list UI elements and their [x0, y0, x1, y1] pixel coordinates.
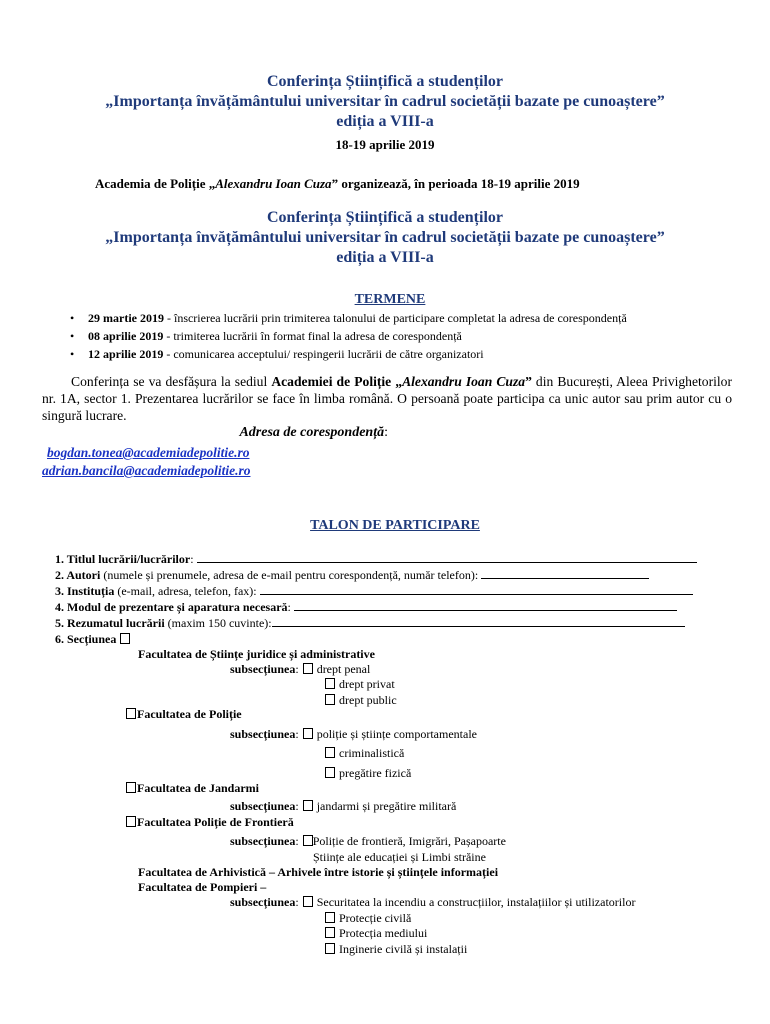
registration-form-heading: TALON DE PARTICIPARE [310, 518, 480, 533]
repeat-edition: ediția a VIII-a [336, 249, 434, 266]
subsection-row: subsecțiunea: jandarmi și pregătire militară [230, 799, 457, 813]
correspondence-label-text: Adresa de corespondență [239, 425, 385, 440]
option-drept-public: drept public [339, 693, 397, 707]
subsection-row [324, 926, 427, 941]
option-protectie-civila: Protecție civilă [339, 911, 412, 925]
form-field-presentation [55, 599, 677, 615]
field-label: 4. Modul de prezentare și aparatura necesară [55, 600, 288, 614]
option-criminalistica: criminalistică [339, 746, 405, 760]
conference-dates: 18-19 aprilie 2019 [335, 137, 435, 152]
field-hint: : [287, 600, 294, 614]
subsection-row: subsecțiunea: Poliție de frontieră, Imigrări, Pașapoarte [230, 834, 506, 848]
field-hint: (maxim 150 cuvinte): [164, 616, 272, 630]
email-link-adrian[interactable]: adrian.bancila@academiadepolitie.ro [42, 463, 251, 478]
checkbox[interactable] [303, 896, 313, 907]
checkbox[interactable] [325, 943, 335, 954]
repeat-title-block [0, 208, 770, 268]
option-frontiera: Poliție de frontieră, Imigrări, Pașapoarte [312, 834, 506, 848]
subsection-row [324, 746, 404, 761]
institution-input-line[interactable] [260, 583, 693, 595]
option-stiinte-educatiei: Științe ale educației și Limbi străine [313, 850, 486, 864]
organizer-prefix: Academia de Poliție „ [95, 176, 216, 191]
venue-academy: Academiei de Poliție „ [271, 374, 403, 389]
option-drept-privat: drept privat [339, 677, 395, 691]
deadline-text: - comunicarea acceptului/ respingerii lucrării de către organizatori [163, 347, 484, 361]
field-hint: : [190, 552, 194, 566]
subsection-label: subsecțiunea [230, 662, 296, 676]
organizer-suffix: ” organizează, în perioada 18-19 aprilie 2019 [331, 176, 580, 191]
checkbox[interactable] [303, 835, 313, 846]
subsection-row [313, 850, 486, 865]
checkbox[interactable] [325, 912, 335, 923]
title-input-line[interactable] [197, 551, 697, 563]
venue-quote: ” [525, 374, 532, 389]
option-drept-penal: drept penal [316, 662, 371, 676]
deadlines-heading: TERMENE [354, 292, 426, 307]
faculty-checkbox[interactable] [126, 816, 136, 827]
field-hint: (numele și prenumele, adresa de e-mail pentru corespondență, număr telefon): [100, 568, 482, 582]
option-politie-stiinte: poliție și științe comportamentale [316, 727, 477, 741]
subsection-row [324, 911, 411, 926]
checkbox[interactable] [303, 663, 313, 674]
checkbox[interactable] [303, 800, 313, 811]
option-jandarmi: jandarmi și pregătire militară [316, 799, 457, 813]
checkbox[interactable] [325, 678, 335, 689]
email-link-bogdan[interactable]: bogdan.tonea@academiadepolitie.ro [47, 445, 250, 460]
deadline-item [68, 309, 627, 327]
field-label: 3. Instituția [55, 584, 115, 598]
option-inginerie-civila: Inginerie civilă și instalații [339, 942, 468, 956]
subsection-row [324, 942, 467, 957]
field-label: 2. Autori [55, 568, 101, 582]
faculty-arhivistica: Facultatea de Arhivistică – Arhivele între istorie și științele informației [138, 865, 499, 879]
faculty-jandarmi-row [126, 781, 259, 796]
checkbox[interactable] [325, 767, 335, 778]
field-label: 6. Secțiunea [55, 632, 117, 646]
deadline-date: 12 aprilie 2019 [88, 347, 164, 361]
option-securitate-incendiu: Securitatea la incendiu a construcțiilor, instalațiilor și utilizatorilor [316, 895, 636, 909]
correspondence-colon: : [384, 425, 388, 440]
field-label: 1. Titlul lucrării/lucrărilor [55, 552, 191, 566]
checkbox[interactable] [303, 728, 313, 739]
checkbox[interactable] [325, 927, 335, 938]
faculty-politie: Facultatea de Poliție [137, 707, 242, 721]
subsection-row: subsecțiunea: drept penal [230, 662, 371, 676]
deadline-date: 29 martie 2019 [88, 311, 164, 325]
repeat-theme: „Importanța învățământului universitar în cadrul societății bazate pe cunoaștere” [105, 229, 665, 246]
form-field-section [55, 631, 134, 647]
deadline-text: - trimiterea lucrării în format final la adresa de corespondență [163, 329, 462, 343]
deadline-date: 08 aprilie 2019 [88, 329, 164, 343]
deadlines-list [68, 309, 627, 363]
venue-text-rest: din București, Aleea Privighetorilor nr. 1A, sector 1. Prezentarea lucrărilor se face în limba română. O persoană poate participa ca unic autor sau prim autor cu o singură lucrare. [42, 374, 732, 423]
conference-theme: „Importanța învățământului universitar în cadrul societății bazate pe cunoaștere” [105, 93, 665, 110]
faculty-pompieri: Facultatea de Pompieri – [138, 880, 267, 894]
form-field-institution [55, 583, 693, 599]
faculty-checkbox[interactable] [126, 708, 136, 719]
conference-title: Conferința Științifică a studenților [267, 73, 503, 90]
faculty-juridice: Facultatea de Științe juridice și administrative [138, 647, 375, 661]
repeat-title: Conferința Științifică a studenților [267, 209, 503, 226]
subsection-label: subsecțiunea [230, 727, 296, 741]
subsection-label: subsecțiunea [230, 799, 296, 813]
header-block [0, 72, 770, 132]
faculty-checkbox[interactable] [126, 782, 136, 793]
correspondence-label [0, 425, 388, 441]
venue-paragraph [42, 373, 732, 424]
deadline-item [68, 345, 627, 363]
abstract-input-line[interactable] [272, 615, 685, 627]
subsection-row [324, 693, 397, 708]
venue-text: Conferința se va desfășura la sediul [71, 374, 272, 389]
field-label: 5. Rezumatul lucrării [55, 616, 165, 630]
deadline-item [68, 327, 627, 345]
checkbox[interactable] [325, 747, 335, 758]
faculty-politie-row [126, 707, 242, 722]
section-checkbox[interactable] [120, 633, 130, 644]
checkbox[interactable] [325, 694, 335, 705]
organizer-line [95, 176, 580, 192]
subsection-row: subsecțiunea: Securitatea la incendiu a construcțiilor, instalațiilor și utilizatorilor [230, 895, 636, 909]
form-field-abstract [55, 615, 685, 631]
subsection-label: subsecțiunea [230, 834, 296, 848]
faculty-frontiera: Facultatea Poliție de Frontieră [137, 815, 294, 829]
organizer-name: Alexandru Ioan Cuza [215, 176, 332, 191]
faculty-jandarmi: Facultatea de Jandarmi [137, 781, 259, 795]
subsection-row [324, 677, 395, 692]
subsection-row: subsecțiunea: poliție și științe comportamentale [230, 727, 477, 741]
faculty-frontiera-row [126, 815, 294, 830]
form-field-title [55, 551, 697, 567]
option-pregatire-fizica: pregătire fizică [339, 766, 412, 780]
subsection-label: subsecțiunea [230, 895, 296, 909]
form-field-authors [55, 567, 649, 583]
field-hint: (e-mail, adresa, telefon, fax): [114, 584, 260, 598]
subsection-row [324, 766, 411, 781]
conference-edition: ediția a VIII-a [336, 113, 434, 130]
presentation-input-line[interactable] [294, 599, 677, 611]
deadline-text: - înscrierea lucrării prin trimiterea talonului de participare completat la adresa de corespondență [163, 311, 627, 325]
authors-input-line[interactable] [481, 567, 649, 579]
venue-academy-name: Alexandru Ioan Cuza [402, 374, 526, 389]
option-protectia-mediului: Protecția mediului [339, 926, 428, 940]
